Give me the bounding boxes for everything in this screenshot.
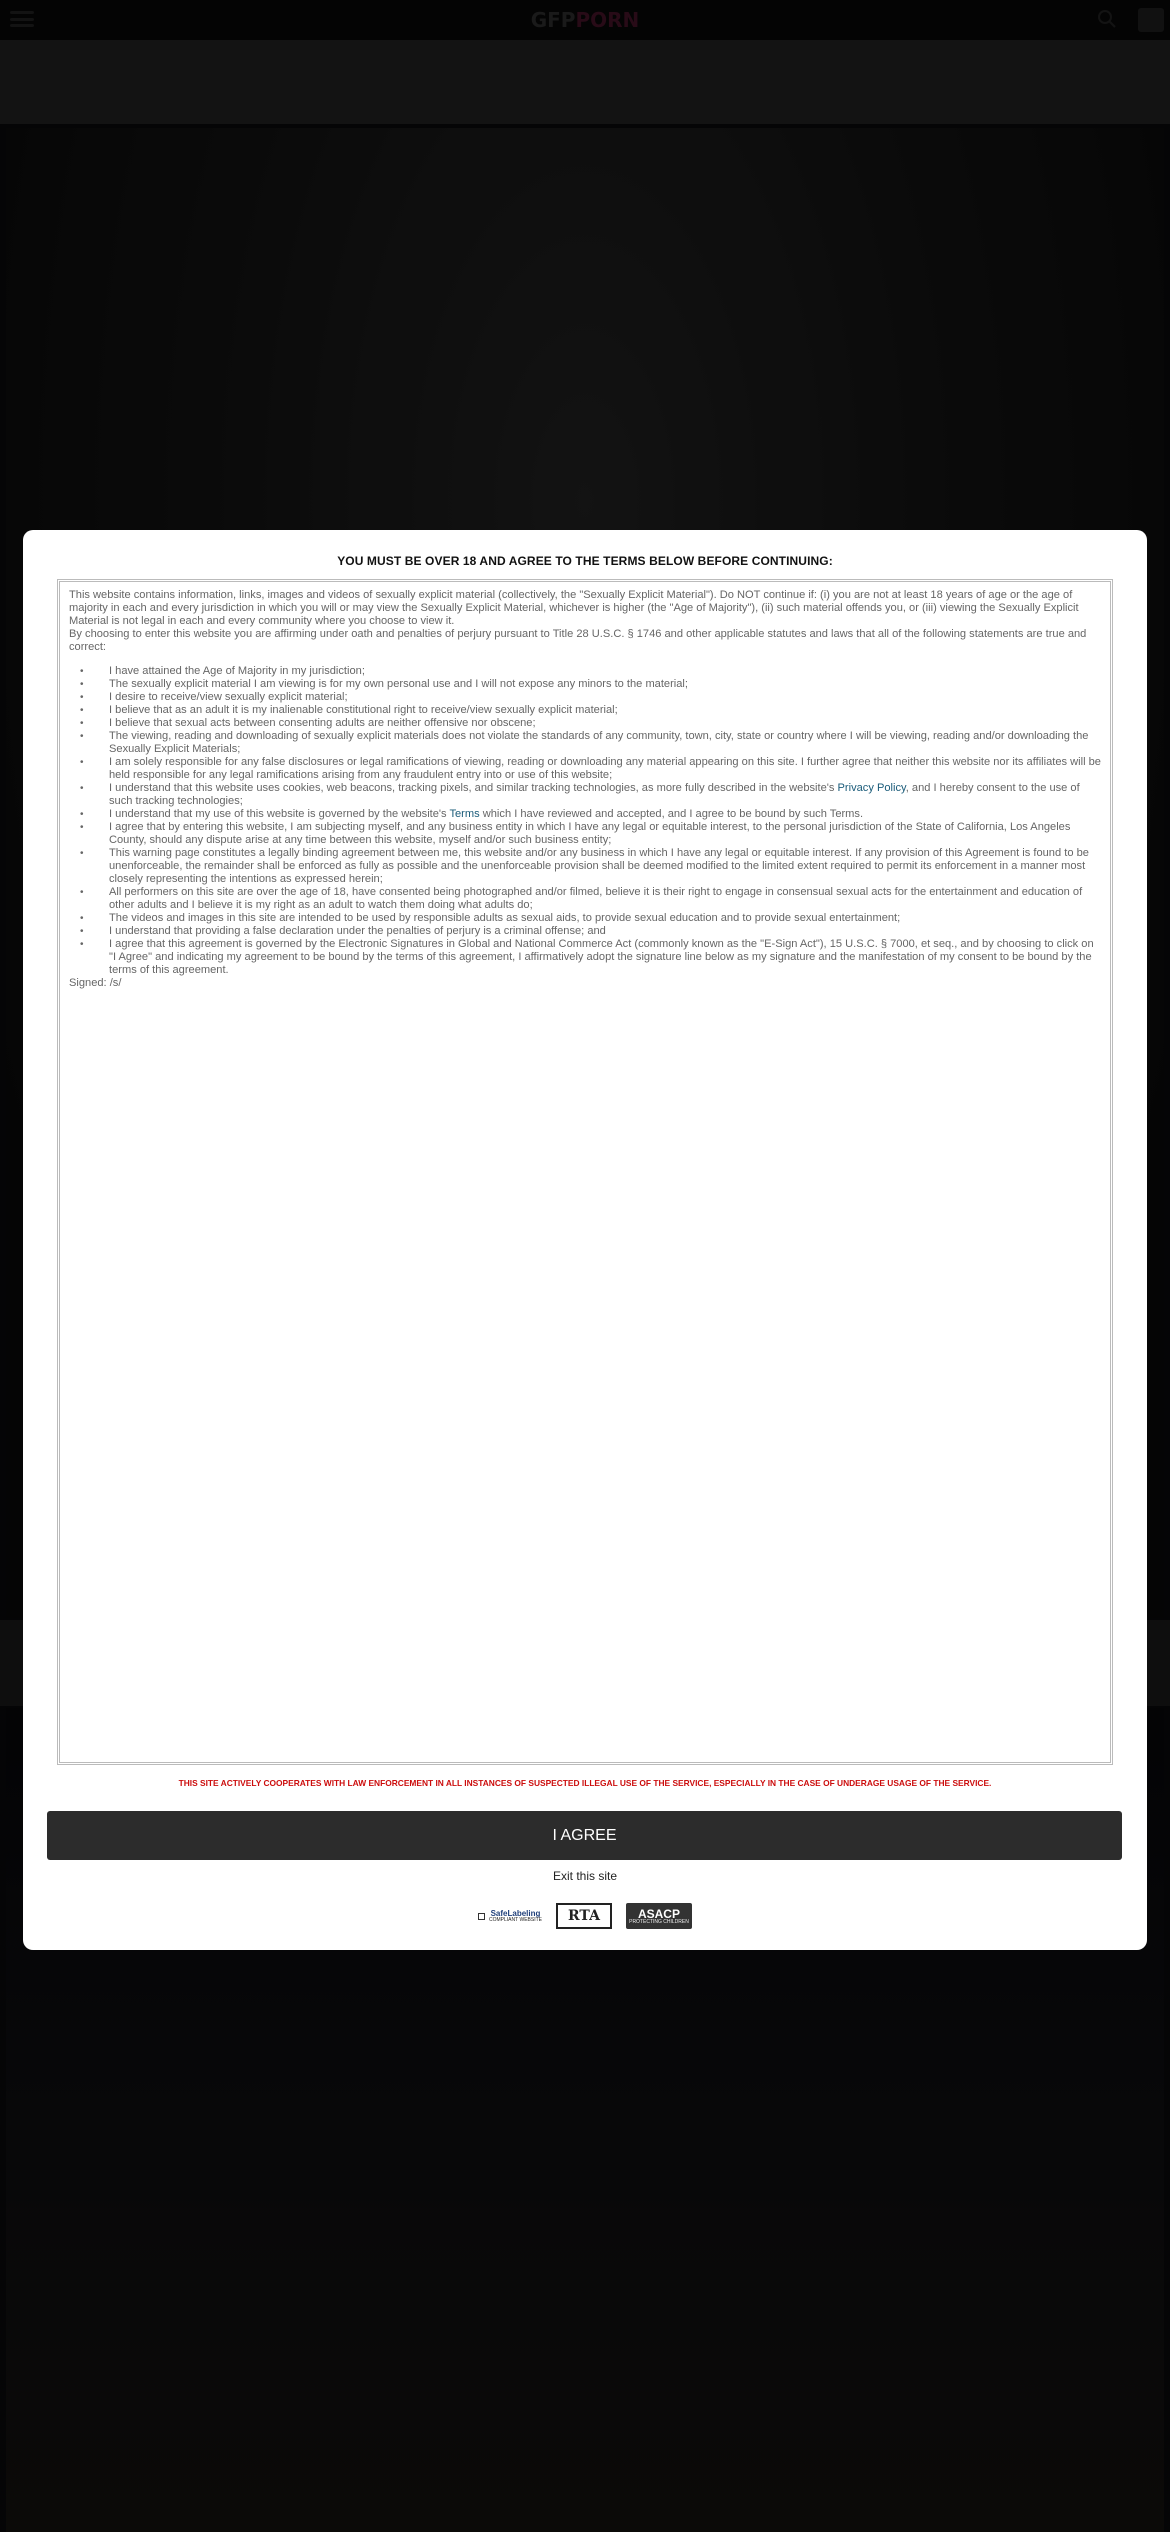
compliance-badges xyxy=(23,1900,1147,1932)
terms-item: • I am solely responsible for any false disclosures or legal ramifications of viewing, reading or downloading any material appearing on this site. I further agree that neither this website nor its affiliates will be held responsible for any legal ramifications arising from any fraudulent entry into or use of this website; xyxy=(69,756,1101,782)
terms-item: • I understand that providing a false declaration under the penalties of perjury is a criminal offense; and xyxy=(69,925,1101,938)
rta-badge[interactable]: RTA xyxy=(556,1903,612,1929)
safelabeling-badge[interactable]: SafeLabeling COMPLIANT WEBSITE xyxy=(478,1910,542,1923)
terms-item: • The sexually explicit material I am viewing is for my own personal use and I will not expose any minors to the material; xyxy=(69,678,1101,691)
terms-item: • I believe that as an adult it is my inalienable constitutional right to receive/view sexually explicit material; xyxy=(69,704,1101,717)
terms-item: • I understand that this website uses cookies, web beacons, tracking pixels, and similar tracking technologies, as more fully described in the website's Privacy Policy, and I hereby consent to the use of such tracking technologies; xyxy=(69,782,1101,808)
privacy-policy-link[interactable]: Privacy Policy xyxy=(837,782,906,794)
terms-item: • This warning page constitutes a legally binding agreement between me, this website and/or any business in which I have any legal or equitable interest. If any provision of this Agreement is found to be unenforceable, the remainder shall be enforced as fully as possible and the unenforceable provision shall be deemed modified to the limited extent required to permit its enforcement in a manner most closely representing the intentions as expressed herein; xyxy=(69,847,1101,886)
signature-line: Signed: /s/ xyxy=(69,977,122,989)
terms-item: • The videos and images in this site are intended to be used by responsible adults as sexual aids, to provide sexual education and to provide sexual entertainment; xyxy=(69,912,1101,925)
terms-item: • I believe that sexual acts between consenting adults are neither offensive nor obscene; xyxy=(69,717,1101,730)
agree-button[interactable]: I AGREE xyxy=(47,1811,1122,1860)
terms-item: • I desire to receive/view sexually explicit material; xyxy=(69,691,1101,704)
terms-intro: This website contains information, links, images and videos of sexually explicit material (collectively, the "Sexually Explicit Material"). Do NOT continue if: (i) you are not at least 18 years of age or the age of majority in each and every jurisdiction in which you will or may view the Sexually Explicit Material, whichever is higher (the "Age of Majority"), (ii) such material offends you, or (iii) viewing the Sexually Explicit Material is not legal in each and every community where you choose to view it. xyxy=(69,589,1079,627)
terms-item: • I agree that by entering this website, I am subjecting myself, and any business entity in which I have any legal or equitable interest, to the personal jurisdiction of the State of California, Los Angeles County, should any dispute arise at any time between this website, myself and/or such business entity; xyxy=(69,821,1101,847)
terms-item: • I have attained the Age of Majority in my jurisdiction; xyxy=(69,665,1101,678)
modal-title: YOU MUST BE OVER 18 AND AGREE TO THE TERMS BELOW BEFORE CONTINUING: xyxy=(337,554,833,568)
exit-site-link[interactable]: Exit this site xyxy=(552,1869,618,1883)
terms-scroll-box[interactable] xyxy=(57,579,1113,1765)
asacp-badge[interactable]: ASACP PROTECTING CHILDREN xyxy=(626,1903,692,1929)
terms-item: • I understand that my use of this website is governed by the website's Terms which I have reviewed and accepted, and I agree to be bound by such Terms. xyxy=(69,808,1101,821)
terms-link[interactable]: Terms xyxy=(449,808,480,820)
checkbox-icon xyxy=(478,1913,485,1920)
terms-item: • I agree that this agreement is governed by the Electronic Signatures in Global and National Commerce Act (commonly known as the "E-Sign Act"), 15 U.S.C. § 7000, et seq., and by choosing to click on "I Agree" and indicating my agreement to be bound by the terms of this agreement, I affirmatively adopt the signature line below as my signature and the manifestation of my consent to be bound by the terms of this agreement. xyxy=(69,938,1101,977)
terms-item: • All performers on this site are over the age of 18, have consented being photographed and/or filmed, believe it is their right to engage in consensual sexual acts for the entertainment and education of other adults and I believe it is my right as an adult to watch them doing what adults do; xyxy=(69,886,1101,912)
terms-item: • The viewing, reading and downloading of sexually explicit materials does not violate the standards of any community, town, city, state or country where I will be viewing, reading and/or downloading the Sexually Explicit Materials; xyxy=(69,730,1101,756)
age-verification-modal xyxy=(23,530,1147,1950)
terms-affirmation: By choosing to enter this website you are affirming under oath and penalties of perjury pursuant to Title 28 U.S.C. § 1746 and other applicable statutes and laws that all of the following statements are true and correct: xyxy=(69,628,1087,653)
terms-list xyxy=(69,665,1101,977)
law-enforcement-warning: THIS SITE ACTIVELY COOPERATES WITH LAW ENFORCEMENT IN ALL INSTANCES OF SUSPECTED ILLEGAL USE OF THE SERVICE, ESPECIALLY IN THE CASE OF UNDERAGE USAGE OF THE SERVICE. xyxy=(178,1778,992,1788)
